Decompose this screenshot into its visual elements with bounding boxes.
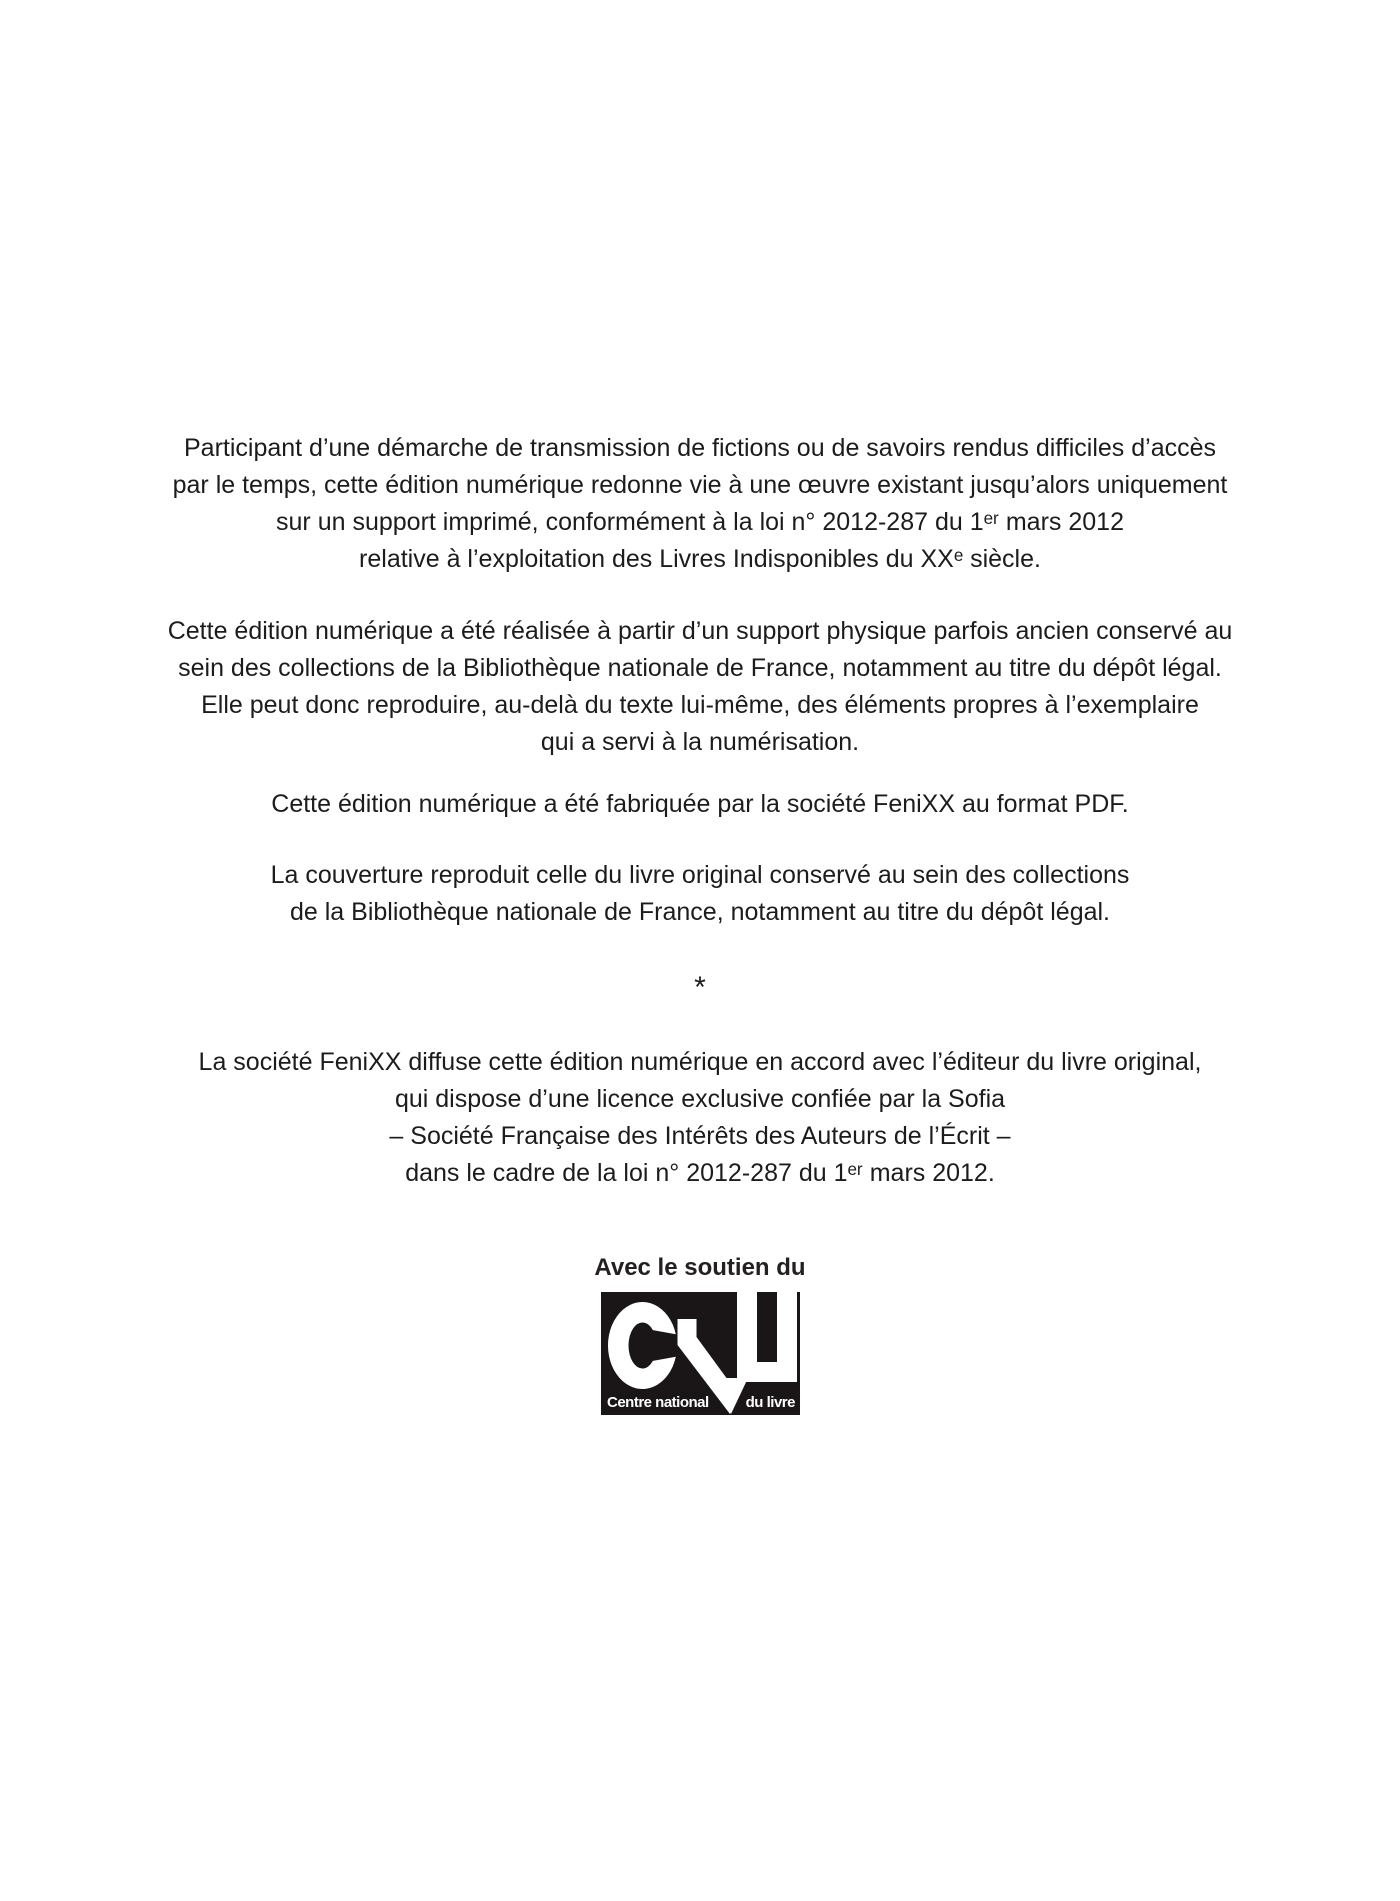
support-caption: Avec le soutien du — [594, 1254, 806, 1281]
text-line: Elle peut donc reproduire, au-delà du texte lui-même, des éléments propres à l’exemplaire — [201, 691, 1199, 719]
text-line: de la Bibliothèque nationale de France, notamment au titre du dépôt légal. — [290, 898, 1110, 926]
paragraph-5 — [0, 1044, 1400, 1192]
text-line: – Société Française des Intérêts des Auteurs de l’Écrit – — [389, 1122, 1011, 1150]
text-line: qui dispose d’une licence exclusive confiée par la Sofia — [394, 1085, 1006, 1113]
text-line: La couverture reproduit celle du livre original conservé au sein des collections — [270, 861, 1130, 889]
paragraph-4 — [0, 857, 1400, 931]
asterisk-separator: * — [694, 971, 706, 1004]
text-line: sur un support imprimé, conformément à la loi n° 2012-287 du 1ᵉʳ mars 2012 — [276, 508, 1124, 536]
text-line: sein des collections de la Bibliothèque nationale de France, notamment au titre du dépôt légal. — [178, 654, 1222, 682]
paragraph-3 — [0, 786, 1400, 823]
paragraph-1 — [0, 430, 1400, 578]
logo-caption-left: Centre national — [606, 1394, 709, 1411]
cnl-logo-graphic — [601, 1292, 800, 1415]
text-line: relative à l’exploitation des Livres Indisponibles du XXᵉ siècle. — [359, 545, 1041, 573]
logo-caption-right: du livre — [745, 1394, 795, 1411]
text-line: Cette édition numérique a été fabriquée par la société FeniXX au format PDF. — [271, 790, 1129, 818]
text-line: Cette édition numérique a été réalisée à partir d’un support physique parfois ancien conservé au — [167, 617, 1233, 645]
text-line: La société FeniXX diffuse cette édition numérique en accord avec l’éditeur du livre original, — [198, 1048, 1202, 1076]
text-line: Participant d’une démarche de transmission de fictions ou de savoirs rendus difficiles d’accès — [183, 434, 1217, 462]
cnl-logo — [0, 1292, 1400, 1415]
paragraph-2 — [0, 613, 1400, 761]
text-line: par le temps, cette édition numérique redonne vie à une œuvre existant jusqu’alors uniquement — [172, 471, 1228, 499]
text-line: dans le cadre de la loi n° 2012-287 du 1ᵉʳ mars 2012. — [405, 1159, 995, 1187]
text-line: qui a servi à la numérisation. — [540, 728, 860, 756]
colophon-text — [0, 430, 1400, 1415]
